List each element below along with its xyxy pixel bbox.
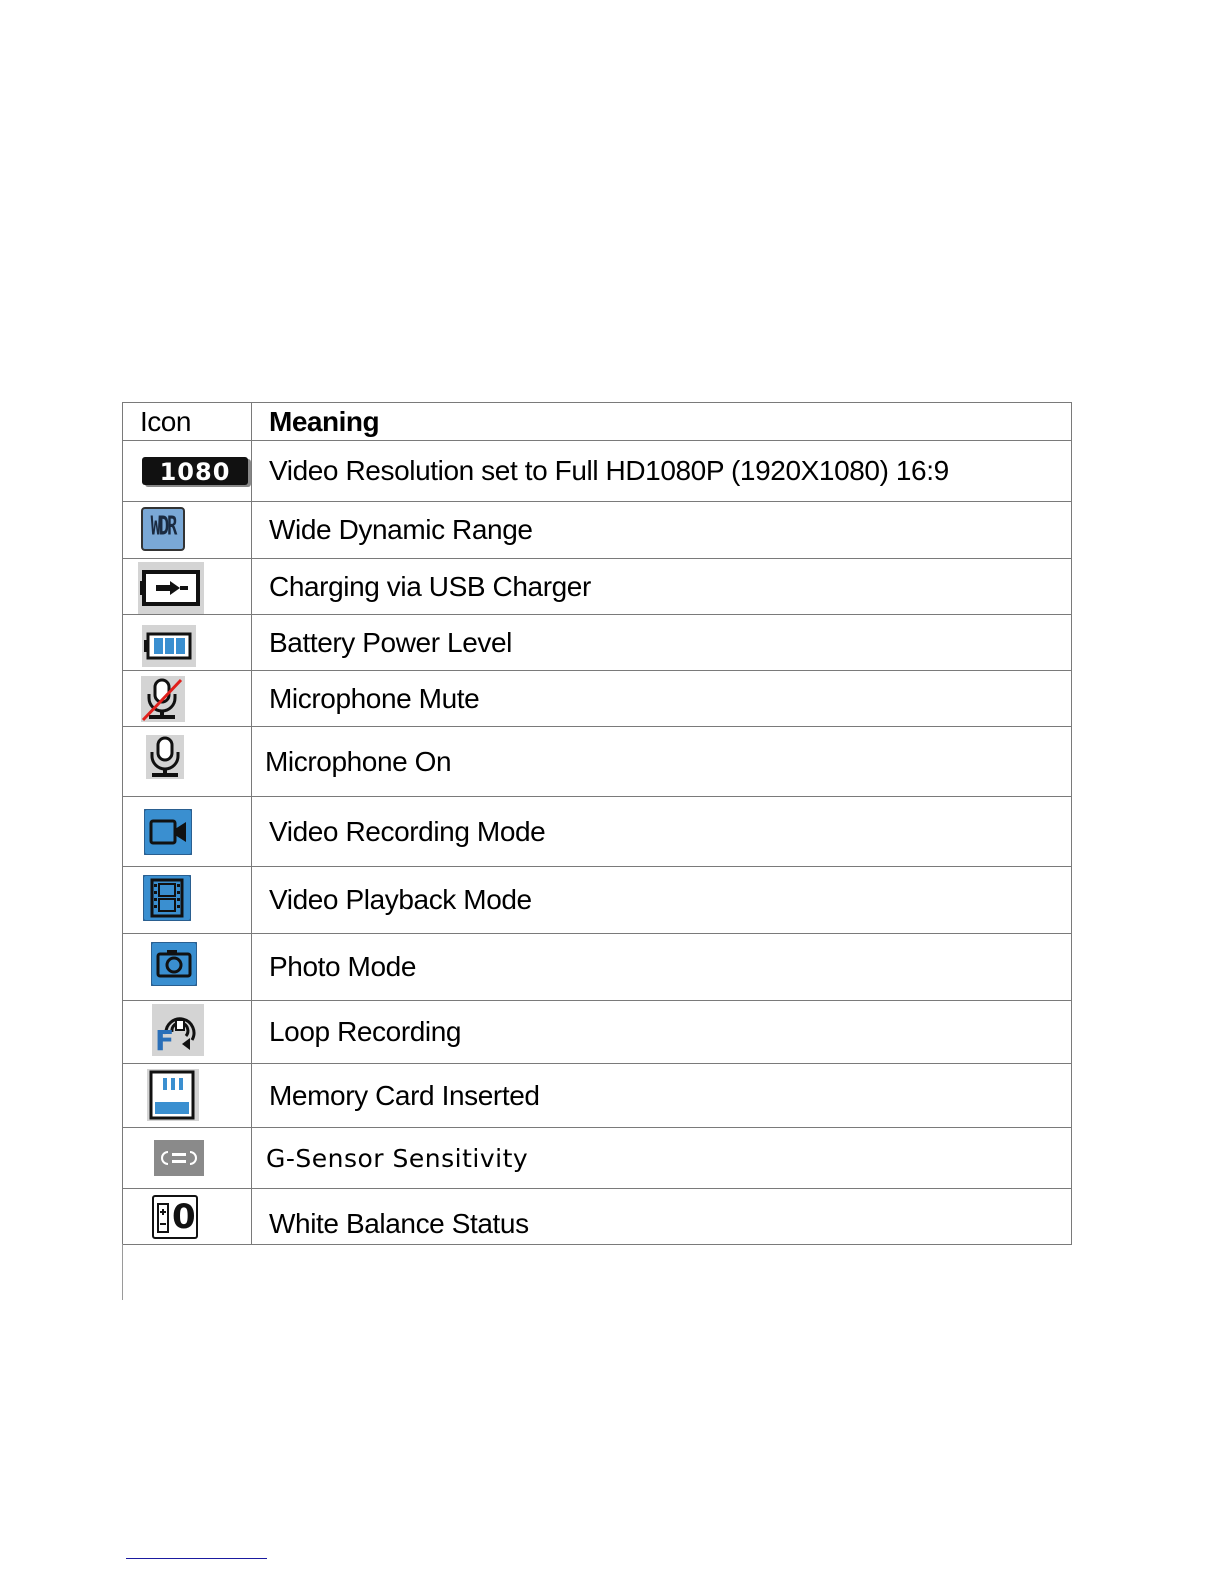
icon-cell	[123, 727, 252, 797]
meaning-cell: Memory Card Inserted	[252, 1064, 1072, 1128]
usb-charging-icon	[138, 562, 204, 614]
table-row	[123, 671, 1072, 727]
meaning-column-header: Meaning	[252, 403, 1072, 441]
icon-cell	[123, 797, 252, 867]
camera-icon	[151, 942, 197, 986]
resolution-1080-icon	[142, 457, 248, 485]
resolution-1080-label: 1080	[159, 458, 231, 486]
table-row	[123, 502, 1072, 559]
table-row	[123, 727, 1072, 797]
g-sensor-icon	[154, 1140, 204, 1176]
white-balance-value: 0	[172, 1197, 196, 1237]
table-row	[123, 1189, 1072, 1245]
memory-card-icon	[147, 1069, 199, 1121]
video-camera-icon	[144, 809, 192, 855]
meaning-cell: Charging via USB Charger	[252, 559, 1072, 615]
icon-cell	[123, 441, 252, 502]
table-row	[123, 1001, 1072, 1064]
icon-cell	[123, 1001, 252, 1064]
table-row	[123, 867, 1072, 934]
footnote-rule	[126, 1558, 267, 1559]
icon-cell	[123, 1189, 252, 1245]
meaning-cell: Microphone On	[252, 727, 1072, 797]
table-row	[123, 1064, 1072, 1128]
meaning-cell: Video Recording Mode	[252, 797, 1072, 867]
meaning-cell: Microphone Mute	[252, 671, 1072, 727]
wdr-icon	[141, 507, 185, 551]
microphone-on-icon	[146, 735, 184, 779]
loop-recording-label: F	[155, 1024, 175, 1057]
loop-recording-icon	[152, 1004, 204, 1056]
icon-cell	[123, 502, 252, 559]
meaning-cell: White Balance Status	[252, 1189, 1072, 1245]
table-row	[123, 934, 1072, 1001]
wdr-label: WDR	[150, 512, 176, 542]
icon-cell	[123, 615, 252, 671]
meaning-cell: G-Sensor Sensitivity	[252, 1128, 1072, 1189]
white-balance-icon	[152, 1195, 198, 1239]
icon-cell	[123, 671, 252, 727]
icon-column-header: Icon	[123, 403, 252, 441]
meaning-cell: Video Playback Mode	[252, 867, 1072, 934]
table-row	[123, 559, 1072, 615]
icon-cell	[123, 934, 252, 1001]
table-left-stub-line	[122, 1244, 123, 1300]
meaning-cell: Video Resolution set to Full HD1080P (1920X1080) 16:9	[252, 441, 1072, 502]
meaning-cell: Photo Mode	[252, 934, 1072, 1001]
film-playback-icon	[143, 875, 191, 921]
icon-cell	[123, 867, 252, 934]
icon-cell	[123, 559, 252, 615]
meaning-cell: Loop Recording	[252, 1001, 1072, 1064]
meaning-cell: Wide Dynamic Range	[252, 502, 1072, 559]
meaning-cell: Battery Power Level	[252, 615, 1072, 671]
microphone-mute-icon	[141, 676, 185, 722]
icon-cell	[123, 1064, 252, 1128]
battery-icon	[142, 625, 196, 667]
icon-meaning-table	[122, 402, 1072, 1245]
table-row	[123, 441, 1072, 502]
table-row	[123, 615, 1072, 671]
table-row	[123, 1128, 1072, 1189]
table-header-row	[123, 403, 1072, 441]
table-row	[123, 797, 1072, 867]
icon-cell	[123, 1128, 252, 1189]
